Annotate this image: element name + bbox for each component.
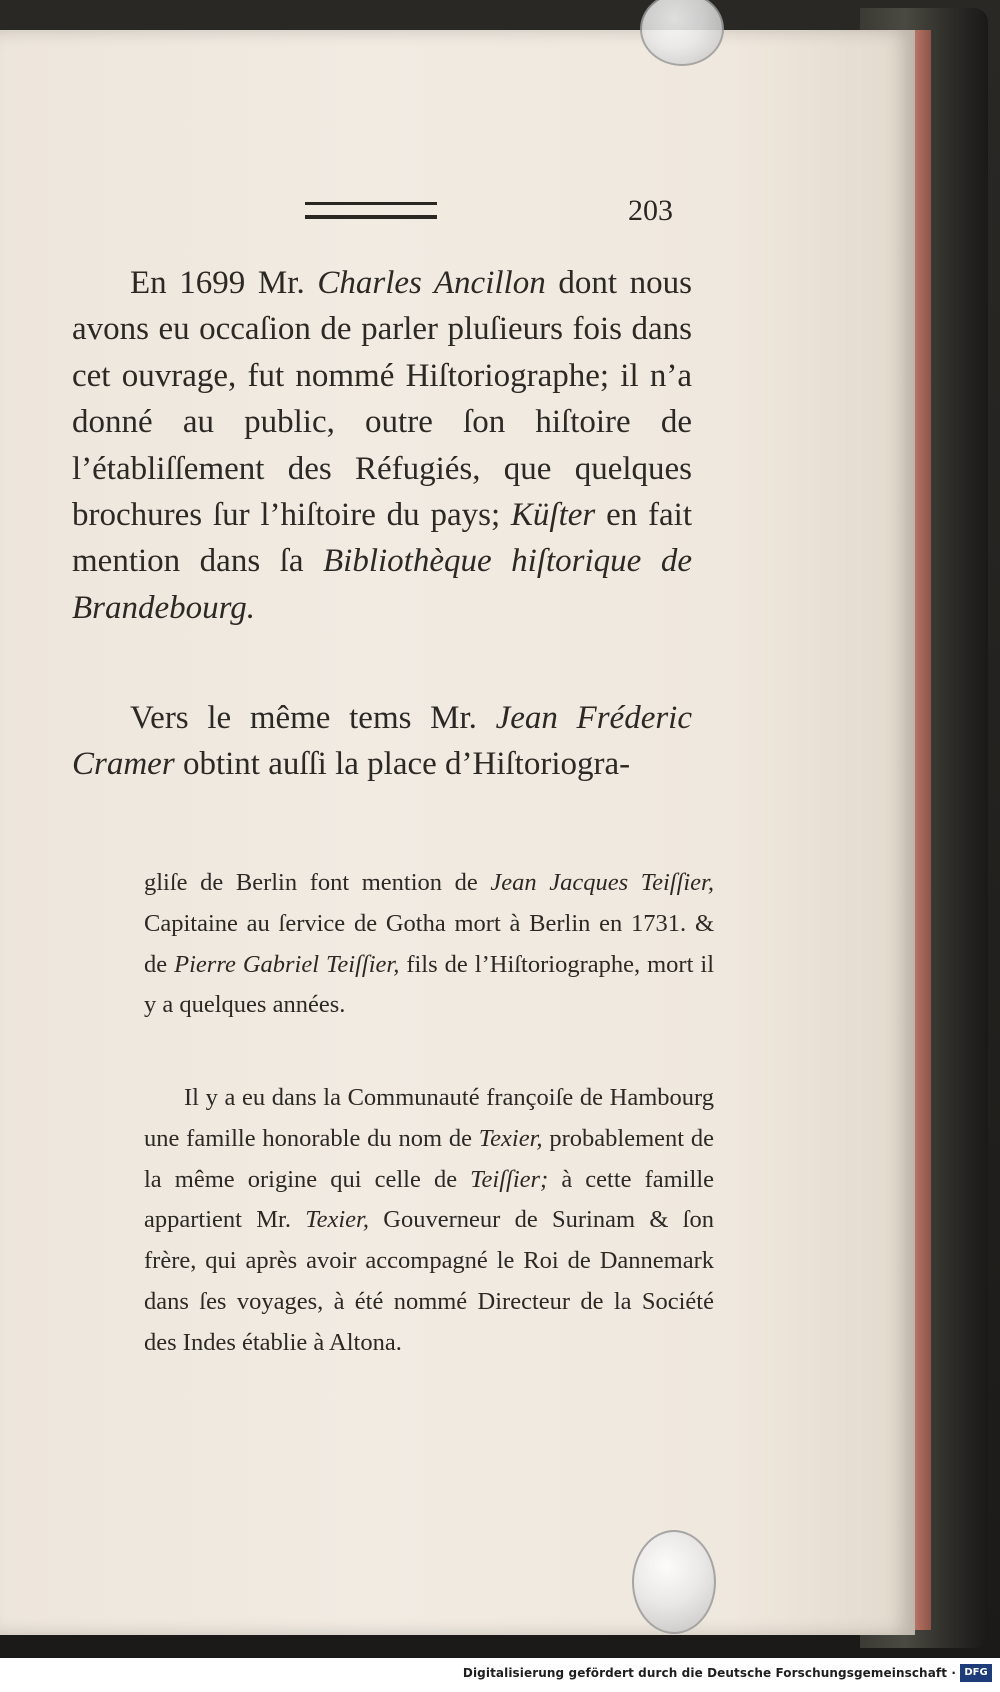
footnote-2 [144, 1078, 714, 1364]
text-run: Il y a eu dans la Communauté françoiſe de Hambourg une famille honorable du nom de [144, 1084, 714, 1152]
paragraph-2 [72, 695, 692, 788]
text-run: Gouverneur de Surinam & ſon frère, qui après avoir accompagné le Roi de Dannemark dans ſes voyages, à été nommé Directeur de la Société des Indes établie à Altona. [144, 1206, 714, 1356]
book-page [0, 30, 915, 1635]
text-run: gliſe de Berlin font mention de [144, 869, 491, 896]
text-run: Vers le même tems Mr. [130, 700, 496, 736]
text-run: dont nous avons eu occaſion de parler pluſieurs fois dans cet ouvrage, fut nommé Hiſtoriographe; il n’a donné au public, outre ſon hiſtoire de l’établiſſement des Réfugiés, que quelques brochures ſur l’hiſtoire du pays; [72, 265, 693, 534]
italic-text: Jean Fréderic Cramer [72, 700, 693, 783]
italic-text: Pierre Gabriel Teiſſier, [174, 950, 400, 978]
italic-text: Charles Ancillon [317, 265, 546, 301]
text-run: obtint auſſi la place d’Hiſtoriogra- [174, 746, 631, 783]
text-run: probablement de la même origine qui celle de [144, 1124, 714, 1193]
page-holder-clip-bottom [632, 1530, 716, 1634]
text-run: fils de l’Hiſtoriographe, mort il y a quelques années. [144, 950, 714, 1019]
dfg-logo: DFG [960, 1664, 992, 1682]
text-run: à cette famille appartient Mr. [144, 1165, 714, 1234]
text-run: En 1699 Mr. [130, 265, 318, 301]
header-rule [305, 202, 437, 219]
italic-text: Küſter [510, 497, 596, 534]
italic-text: Bibliothèque hiſtorique de Brandebourg. [72, 543, 692, 626]
italic-text: Texier, [305, 1206, 370, 1234]
italic-text: Teiſſier; [470, 1165, 549, 1193]
paragraph-1 [72, 260, 692, 631]
text-run: Capitaine au ſervice de Gotha mort à Berlin en 1731. & de [144, 909, 714, 978]
footer-credit: Digitalisierung gefördert durch die Deutsche Forschungsgemeinschaft · [462, 1666, 956, 1680]
footer-bar [0, 1658, 1000, 1692]
footnote-1 [144, 863, 714, 1026]
italic-text: Jean Jacques Teiſſier, [490, 869, 714, 896]
page-number: 203 [628, 194, 673, 227]
italic-text: Texier, [478, 1124, 543, 1152]
text-run: en fait mention dans ſa [72, 497, 692, 580]
